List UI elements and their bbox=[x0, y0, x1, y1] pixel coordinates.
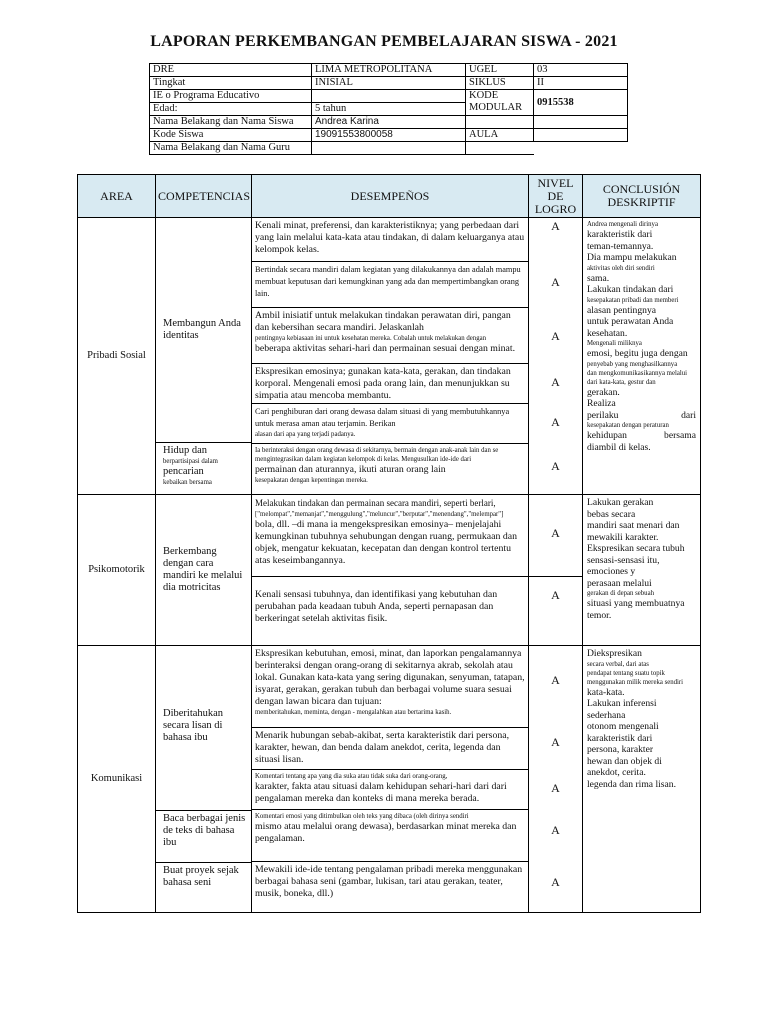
desempeno-item: Cari penghiburan dari orang dewasa dalam situasi di yang membutuhkannya untuk merasa aman atau terjamin. Berikan alasan dari apa yang terjadi padanya. bbox=[252, 404, 528, 444]
conclusion-line: Lakukan gerakan bbox=[587, 497, 654, 508]
table-row bbox=[78, 646, 701, 913]
ie-value bbox=[312, 90, 466, 103]
level-grade: A bbox=[551, 219, 560, 233]
competency-cell bbox=[156, 646, 252, 913]
desempenos-cell bbox=[252, 646, 529, 913]
conclusion-line: sederhana bbox=[587, 709, 626, 721]
conclusion-line: Diekspresikan bbox=[587, 648, 642, 659]
conclusion-line: teman-temannya. bbox=[587, 240, 654, 252]
competency-cell bbox=[156, 495, 252, 646]
conclusion-line: emociones y bbox=[587, 566, 636, 577]
kode-siswa-value: 19091553800058 bbox=[312, 129, 466, 142]
conclusion-line: Lakukan tindakan dari bbox=[587, 284, 674, 295]
level-grade: A bbox=[551, 588, 560, 602]
area-psikomotorik: Psikomotorik bbox=[78, 495, 156, 646]
desempeno-item: Ia berinteraksi dengan orang dewasa di sekitarnya, bermain dengan anak-anak lain dan se mengintegrasikan dalam kegiatan kelompok di kelas. Mengusulkan ide-ide dari permainan dan aturannya, ikuti aturan orang lain kesepakatan dengan kepentingan mereka. bbox=[255, 447, 499, 484]
desempeno-item: Ekspresikan emosinya; gunakan kata-kata, gerakan, dan tindakan korporal. Mengenali emosi pada orang lain, dan menunjukkan su simpatia atau mencoba membantu. bbox=[252, 364, 528, 404]
competency-cell bbox=[156, 218, 252, 495]
nivel-cell bbox=[529, 646, 583, 913]
desempeno-item: Bertindak secara mandiri dalam kegiatan yang dilakukannya dan adalah mampu membuat keputusan dari kemungkinan yang ada dan mempertimbangkan orang lain. bbox=[252, 262, 528, 308]
level-grade: A bbox=[551, 415, 560, 429]
conclusion-line: perilaku dari bbox=[587, 409, 696, 421]
level-grade: A bbox=[551, 459, 560, 473]
conclusion-line: Ekspresikan secara tubuh bbox=[587, 543, 685, 554]
nivel-cell bbox=[529, 495, 583, 646]
header-area: AREA bbox=[78, 175, 156, 218]
conclusion-line: Lakukan inferensi bbox=[587, 698, 657, 709]
tingkat-value: INISIAL bbox=[312, 77, 466, 90]
competency-note: kebaikan bersama bbox=[163, 479, 212, 486]
conclusion-line: Dia mampu melakukan bbox=[587, 252, 677, 263]
conclusion-line: untuk perawatan Anda bbox=[587, 316, 674, 327]
conclusion-line: dan mengkomunikasikannya melalui bbox=[587, 369, 688, 377]
edad-label: Edad: bbox=[150, 103, 312, 116]
conclusion-line: sama. bbox=[587, 272, 610, 284]
competency-label: pencarian bbox=[163, 466, 204, 477]
kode-modular-label: KODE MODULAR bbox=[466, 90, 534, 116]
conclusion-line: emosi, begitu juga dengan bbox=[587, 348, 688, 359]
kode-modular-value: 0915538 bbox=[534, 90, 628, 116]
kode-siswa-label: Kode Siswa bbox=[150, 129, 312, 142]
conclusion-line: karakteristik dari bbox=[587, 229, 653, 240]
conclusion-cell bbox=[583, 646, 701, 913]
student-info-table bbox=[149, 63, 628, 155]
assessment-table bbox=[77, 174, 701, 913]
conclusion-line: mewakili karakter. bbox=[587, 531, 659, 543]
conclusion-line: secara verbal, dari atas bbox=[587, 660, 649, 668]
table-row bbox=[78, 218, 701, 495]
level-grade: A bbox=[551, 875, 560, 889]
header-desempenos: DESEMPEÑOS bbox=[252, 175, 529, 218]
competency-label: Hidup dan bbox=[163, 445, 208, 456]
desempeno-item: Kenali minat, preferensi, dan karakteristiknya; yang perbedaan dari yang lain melalui kata-kata atau tindakan, di dalam keluarganya atau kelompok kelas. bbox=[252, 218, 528, 262]
conclusion-line: temor. bbox=[587, 609, 612, 621]
conclusion-line: Mengenali miliknya bbox=[587, 340, 642, 347]
nama-siswa-value: Andrea Karina bbox=[312, 116, 466, 129]
dre-label: DRE bbox=[150, 64, 312, 77]
conclusion-line: dari kata-kata, gestur dan bbox=[587, 378, 656, 386]
conclusion-line: aktivitas oleh diri sendiri bbox=[587, 264, 655, 272]
desempeno-item: Mewakili ide-ide tentang pengalaman pribadi mereka menggunakan berbagai bahasa seni (gambar, lukisan, tari atau gerakan, teater, musik, boneka, dll.) bbox=[255, 864, 523, 899]
ugel-value: 03 bbox=[534, 64, 628, 77]
ie-label: IE o Programa Educativo bbox=[150, 90, 312, 103]
level-grade: A bbox=[551, 275, 560, 289]
nivel-cell bbox=[529, 218, 583, 495]
level-grade: A bbox=[551, 735, 560, 749]
siklus-label: SIKLUS bbox=[466, 77, 534, 90]
level-grade: A bbox=[551, 781, 560, 795]
conclusion-line: penyebab yang menghasilkannya bbox=[587, 360, 678, 368]
desempeno-item: Ekspresikan kebutuhan, emosi, minat, dan laporkan pengalamannya berinteraksi dengan orang-orang di sekitarnya akrab, sekolah atau lokal. Gunakan kata-kata yang sering digunakan, senyuman, tatapan, isyarat, gerakan, gerakan tubuh dan berbagai volume suara sesuai dengan lawan bicara dan tujuan: memberitahukan, meminta, dengan - mengalahkan atau bertarima kasih. bbox=[252, 646, 528, 728]
desempeno-item: Komentari tentang apa yang dia suka atau tidak suka dari orang-orang, karakter, fakta atau situasi dalam kehidupan sehari-hari dari dari pengalaman mereka dan konteks di mana mereka berada. bbox=[252, 770, 528, 810]
nama-guru-label: Nama Belakang dan Nama Guru bbox=[150, 142, 312, 155]
report-title: LAPORAN PERKEMBANGAN PEMBELAJARAN SISWA - 2021 bbox=[150, 33, 618, 50]
conclusion-line: pendapat tentang suatu topik bbox=[587, 669, 665, 677]
tingkat-label: Tingkat bbox=[150, 77, 312, 90]
conclusion-line: kesepakatan pribadi dan memberi bbox=[587, 296, 679, 304]
conclusion-line: Realiza bbox=[587, 398, 616, 409]
header-conclusion: CONCLUSIÓN DESKRIPTIF bbox=[583, 175, 701, 218]
conclusion-line: karakteristik dari bbox=[587, 732, 653, 744]
ugel-label: UGEL bbox=[466, 64, 534, 77]
desempeno-item: Melakukan tindakan dan permainan secara mandiri, seperti berlari, ["melompat","memanjat","menggulung","meluncur","berputar","menendang","melempar"] bola, dll. –di mana ia mengekspresikan emosinya– menjelajahi kemungkinan tubuhnya sehubungan dengan ruang, permukaan dan objek, mengatur kekuatan, kecepatan dan dengan kontrol tertentu atas keseimbangannya. bbox=[252, 495, 528, 577]
level-grade: A bbox=[551, 823, 560, 837]
competency-label: Buat proyek sejak bahasa seni bbox=[163, 865, 239, 888]
conclusion-line: diambil di kelas. bbox=[587, 441, 651, 453]
competency-label: Membangun Anda identitas bbox=[163, 318, 241, 341]
conclusion-line: hewan dan objek di bbox=[587, 755, 662, 767]
conclusion-line: mandiri saat menari dan bbox=[587, 520, 680, 531]
dre-value: LIMA METROPOLITANA bbox=[312, 64, 466, 77]
area-komunikasi: Komunikasi bbox=[78, 646, 156, 913]
conclusion-line: alasan pentingnya bbox=[587, 304, 656, 316]
conclusion-line: kata-kata. bbox=[587, 686, 625, 698]
conclusion-line: sensasi-sensasi itu, bbox=[587, 554, 660, 566]
conclusion-line: gerakan. bbox=[587, 386, 620, 398]
table-row bbox=[78, 495, 701, 646]
header-competencias: COMPETENCIAS bbox=[156, 175, 252, 218]
conclusion-line: persona, karakter bbox=[587, 744, 654, 755]
desempeno-item: Ambil inisiatif untuk melakukan tindakan perawatan diri, pangan dan kebersihan secara mandiri. Jelaskanlah pentingnya kebiasaan ini untuk kesehatan mereka. Cobalah untuk melakukan dengan beberapa aktivitas sehari-hari dan permainan sesuai dengan minat. bbox=[252, 308, 528, 364]
conclusion-cell bbox=[583, 218, 701, 495]
header-nivel: NIVEL DE LOGRO bbox=[529, 175, 583, 218]
competency-note: berpartisipasi dalam bbox=[163, 458, 218, 465]
nama-siswa-label: Nama Belakang dan Nama Siswa bbox=[150, 116, 312, 129]
area-pribadi-sosial: Pribadi Sosial bbox=[78, 218, 156, 495]
conclusion-line: kesepakatan dengan peraturan bbox=[587, 422, 669, 429]
conclusion-line: menggunakan milik mereka sendiri bbox=[587, 678, 684, 686]
level-grade: A bbox=[551, 673, 560, 687]
conclusion-line: Andrea mengenali dirinya bbox=[587, 221, 658, 228]
conclusion-line: kesehatan. bbox=[587, 327, 628, 339]
level-grade: A bbox=[551, 329, 560, 343]
level-grade: A bbox=[529, 495, 582, 577]
competency-label: Baca berbagai jenis de teks di bahasa ibu bbox=[163, 813, 246, 848]
aula-label: AULA bbox=[466, 129, 534, 142]
conclusion-line: situasi yang membuatnya bbox=[587, 598, 685, 609]
conclusion-line: bebas secara bbox=[587, 508, 636, 520]
desempeno-item: Kenali sensasi tubuhnya, dan identifikasi yang kebutuhan dan perubahan pada keadaan tubuh Anda, seperti pernapasan dan berkeringat setelah aktivitas fisik. bbox=[255, 589, 498, 624]
conclusion-line: otonom mengenali bbox=[587, 721, 659, 732]
desempenos-cell bbox=[252, 218, 529, 495]
desempenos-cell bbox=[252, 495, 529, 646]
aula-value bbox=[534, 129, 628, 142]
competency-label: Diberitahukan secara lisan di bahasa ibu bbox=[163, 708, 224, 743]
conclusion-line: anekdot, cerita. bbox=[587, 767, 646, 778]
competency-label: Berkembang dengan cara mandiri ke melalui dia motricitas bbox=[163, 546, 243, 593]
conclusion-line: legenda dan rima lisan. bbox=[587, 778, 676, 790]
desempeno-item: Menarik hubungan sebab-akibat, serta karakteristik dari persona, karakter, hewan, dan benda dalam anekdot, cerita, legenda dan situasi lisan. bbox=[252, 728, 528, 770]
level-grade: A bbox=[551, 375, 560, 389]
conclusion-cell bbox=[583, 495, 701, 646]
edad-value: 5 tahun bbox=[312, 103, 466, 116]
siklus-value: II bbox=[534, 77, 628, 90]
desempeno-item: Komentari emosi yang ditimbulkan oleh teks yang dibaca (oleh dirinya sendiri mismo atau melalui orang dewasa), berdasarkan minat mereka dan pengalaman. bbox=[252, 810, 528, 862]
nama-guru-value bbox=[312, 142, 466, 155]
conclusion-line: perasaan melalui bbox=[587, 577, 652, 589]
conclusion-line: kehidupan bersama bbox=[587, 430, 696, 441]
conclusion-line: gerakan di depan sebuah bbox=[587, 590, 654, 597]
